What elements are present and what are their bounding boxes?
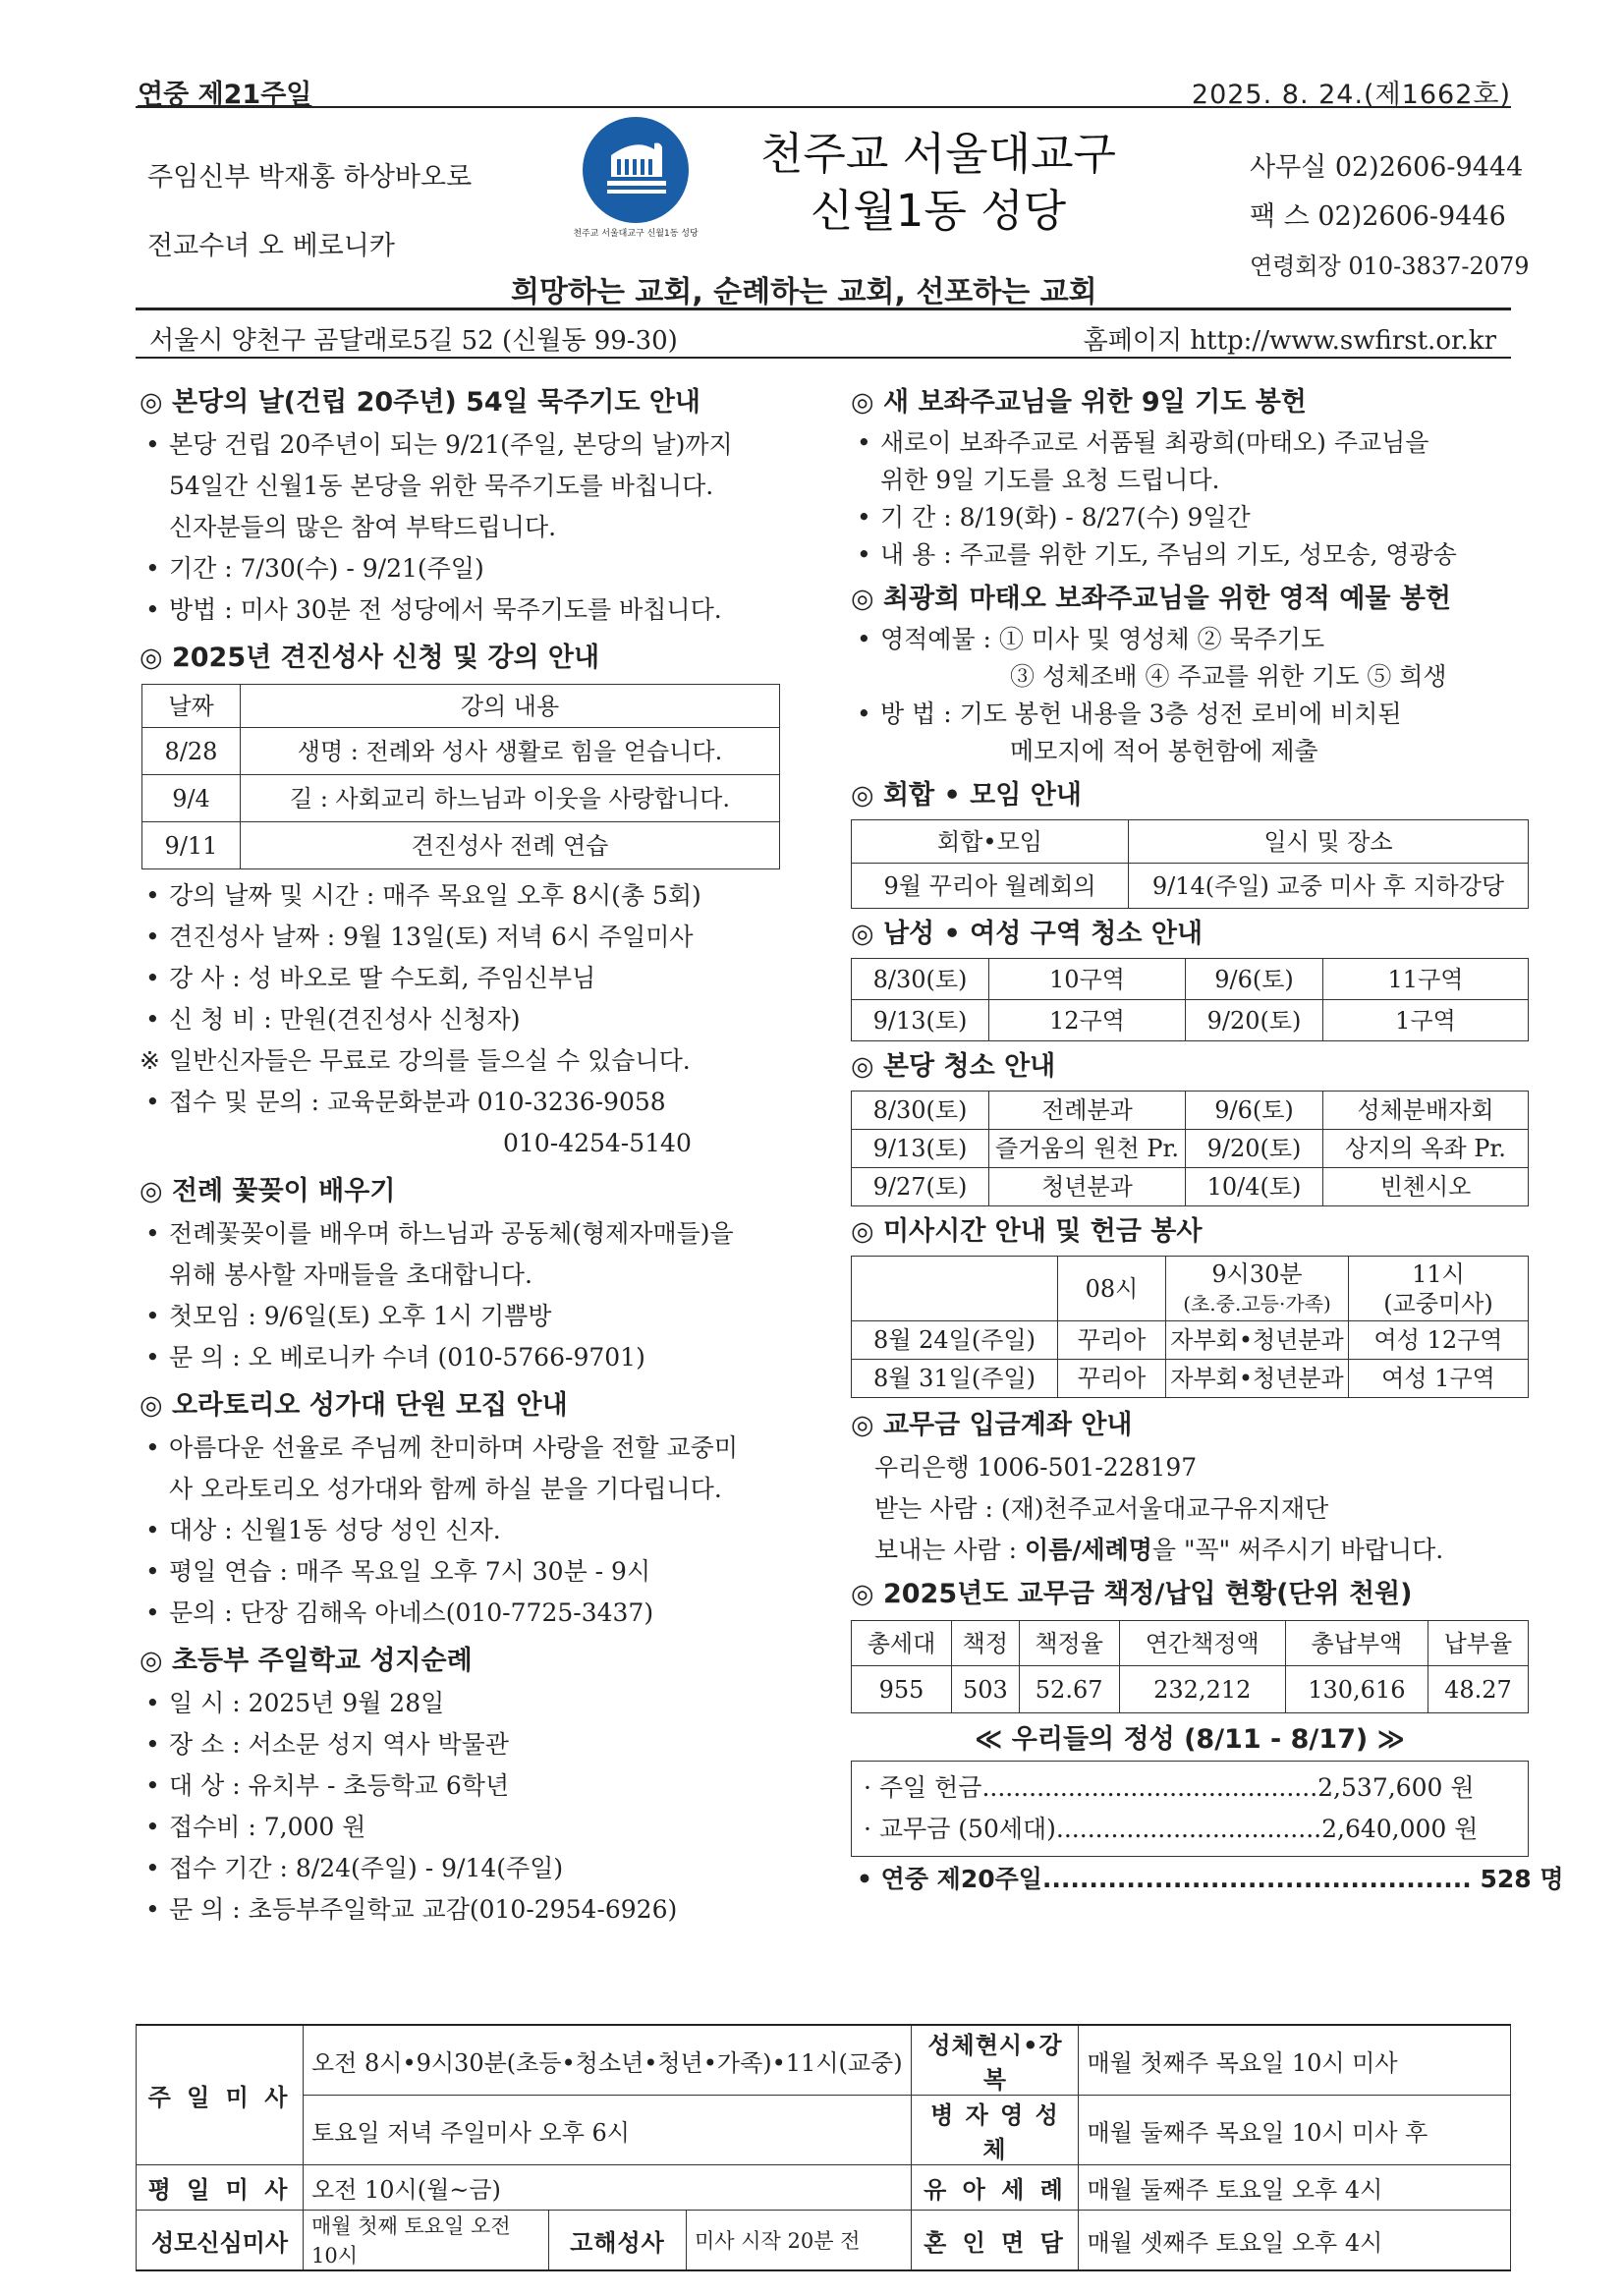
confession-time: 미사 시작 20분 전 (687, 2211, 912, 2271)
table-cell: 9/13(토) (852, 1130, 989, 1168)
table-cell: 성체분배자회 (1323, 1092, 1529, 1130)
note-item: ※ 일반신자들은 무료로 강의를 들으실 수 있습니다. (140, 1040, 788, 1082)
bullet-item: • 방 법 : 기도 봉헌 내용을 3층 성전 로비에 비치된 (851, 696, 1529, 733)
table-cell: 8월 31일(주일) (852, 1360, 1058, 1398)
table-cell: 955 (852, 1666, 952, 1713)
table-cell: 10/4(토) (1186, 1168, 1323, 1206)
table-cell: 생명 : 전례와 성사 생활로 힘을 얻습니다. (241, 728, 780, 775)
sunday-mass-times: 오전 8시•9시30분(초등•청소년•청년•가족)•11시(교중) (304, 2025, 912, 2096)
church-title (756, 126, 1120, 240)
bullet-item: • 대 상 : 유치부 - 초등학교 6학년 (140, 1765, 788, 1807)
nun-name: 전교수녀 오 베로니카 (147, 231, 395, 261)
sick-communion-time: 매월 둘째주 목요일 10시 미사 후 (1079, 2096, 1511, 2165)
marian-mass-label: 성모신심미사 (137, 2211, 304, 2271)
bullet-continuation: 사 오라토리오 성가대와 함께 하실 분을 기다립니다. (169, 1475, 722, 1503)
infant-baptism-time: 매월 둘째주 토요일 오후 4시 (1079, 2165, 1511, 2211)
table-cell: 9/20(토) (1186, 1130, 1323, 1168)
table-cell: 52.67 (1019, 1666, 1119, 1713)
section-title: ◎ 오라토리오 성가대 단원 모집 안내 (140, 1390, 568, 1421)
bullet-item: • 아름다운 선율로 주님께 찬미하며 사랑을 전할 교중미 (140, 1428, 788, 1469)
table-cell: 빈첸시오 (1323, 1168, 1529, 1206)
left-column (140, 381, 788, 1931)
bullet-item: • 문의 : 단장 김해옥 아네스(010-7725-3437) (140, 1593, 788, 1634)
bullet-item: • 평일 연습 : 매주 목요일 오후 7시 30분 - 9시 (140, 1551, 788, 1593)
sunday-offering: · 주일 헌금...........................................2,537,600 원 (864, 1773, 1475, 1802)
bullet-item: • 본당 건립 20주년이 되는 9/21(주일, 본당의 날)까지 (140, 424, 788, 466)
mass-schedule-table (136, 2024, 1511, 2271)
section-title: ◎ 2025년 견진성사 신청 및 강의 안내 (140, 643, 600, 673)
table-header: 책정 (952, 1621, 1020, 1666)
table-cell: 여성 1구역 (1349, 1360, 1529, 1398)
table-header: 납부율 (1428, 1621, 1528, 1666)
exposition-label: 성체현시•강복 (912, 2025, 1079, 2096)
bullet-item: • 내 용 : 주교를 위한 기도, 주님의 기도, 성모송, 영광송 (851, 536, 1529, 574)
header-rule (136, 308, 1511, 310)
homepage-link[interactable]: 홈페이지 http://www.swfirst.or.kr (1083, 326, 1496, 356)
fax-number: 팩 스 02)2606-9446 (1250, 201, 1506, 232)
table-header: 연간책정액 (1119, 1621, 1285, 1666)
section-title: ◎ 2025년도 교무금 책정/납입 현황(단위 천원) (851, 1579, 1413, 1609)
bullet-continuation: 010-4254-5140 (503, 1129, 692, 1157)
table-cell: 48.27 (1428, 1666, 1528, 1713)
church-title-line2: 신월1동 성당 (810, 185, 1067, 237)
section-title: ◎ 미사시간 안내 및 헌금 봉사 (851, 1216, 1203, 1247)
table-header (852, 1257, 1058, 1321)
logo-caption: 천주교 서울대교구 신월1동 성당 (573, 229, 699, 239)
table-cell: 8/28 (142, 728, 241, 775)
marriage-interview-time: 매월 셋째주 토요일 오후 4시 (1079, 2211, 1511, 2271)
table-cell: 꾸리아 (1058, 1321, 1166, 1360)
table-header: 강의 내용 (241, 685, 780, 728)
table-cell: 9/27(토) (852, 1168, 989, 1206)
table-cell: 8/30(토) (852, 959, 989, 1000)
table-cell: 1구역 (1323, 1000, 1529, 1041)
table-cell: 9/20(토) (1186, 1000, 1323, 1041)
table-cell: 9/6(토) (1186, 1092, 1323, 1130)
table-cell: 자부회•청년분과 (1166, 1360, 1349, 1398)
table-header: 총세대 (852, 1621, 952, 1666)
bullet-item: • 기간 : 7/30(수) - 9/21(주일) (140, 548, 788, 589)
table-header: 11시 (교중미사) (1349, 1257, 1529, 1321)
bullet-continuation: 54일간 신월1동 본당을 위한 묵주기도를 바칩니다. (169, 472, 714, 500)
section-title: ◎ 교무금 입금계좌 안내 (851, 1410, 1133, 1440)
bullet-item: • 첫모임 : 9/6일(토) 오후 1시 기쁨방 (140, 1296, 788, 1337)
table-header: 총납부액 (1285, 1621, 1428, 1666)
table-header: 일시 및 장소 (1129, 820, 1529, 864)
table-cell: 여성 12구역 (1349, 1321, 1529, 1360)
table-header: 책정율 (1019, 1621, 1119, 1666)
marriage-interview-label: 혼 인 면 담 (912, 2211, 1079, 2271)
confirmation-lecture-table (141, 684, 780, 869)
contact-block (1250, 143, 1530, 291)
pastor-name: 주임신부 박재홍 하상바오로 (147, 162, 473, 193)
offering-box (851, 1723, 1564, 1902)
bullet-continuation: 위한 9일 기도를 요청 드립니다. (880, 466, 1220, 494)
table-header: 회합•모임 (852, 820, 1129, 864)
bullet-item: • 접수 및 문의 : 교육문화분과 010-3236-9058 (140, 1082, 788, 1123)
section-title: ◎ 회합 • 모임 안내 (851, 780, 1082, 811)
bullet-continuation: 메모지에 적어 봉헌함에 제출 (1010, 737, 1318, 765)
bullet-item: • 새로이 보좌주교로 서품될 최광희(마태오) 주교님을 (851, 424, 1529, 462)
church-title-line1: 천주교 서울대교구 (759, 128, 1117, 180)
bullet-item: • 문 의 : 오 베로니카 수녀 (010-5766-9701) (140, 1337, 788, 1378)
bullet-item: • 기 간 : 8/19(화) - 8/27(수) 9일간 (851, 499, 1529, 536)
saturday-evening-mass: 토요일 저녁 주일미사 오후 6시 (304, 2096, 912, 2165)
bullet-item: • 영적예물 : ① 미사 및 영성체 ② 묵주기도 (851, 621, 1529, 658)
table-header: 08시 (1058, 1257, 1166, 1321)
section-title: ◎ 초등부 주일학교 성지순례 (140, 1646, 473, 1676)
sender-instruction: 보내는 사람 : 이름/세례명을 "꼭" 써주시기 바랍니다. (874, 1536, 1444, 1564)
weekday-mass-time: 오전 10시(월~금) (304, 2165, 912, 2211)
table-cell: 꾸리아 (1058, 1360, 1166, 1398)
section-title: ◎ 본당의 날(건립 20주년) 54일 묵주기도 안내 (140, 387, 701, 418)
infant-baptism-label: 유 아 세 례 (912, 2165, 1079, 2211)
bullet-item: • 전례꽃꽂이를 배우며 하느님과 공동체(형제자매들)을 (140, 1213, 788, 1255)
table-cell: 11구역 (1323, 959, 1529, 1000)
liturgical-season: 연중 제21주일 (138, 80, 312, 110)
bullet-item: • 강 사 : 성 바오로 딸 수도회, 주임신부님 (140, 958, 788, 999)
bullet-item: • 문 의 : 초등부주일학교 교감(010-2954-6926) (140, 1889, 788, 1931)
confession-label: 고해성사 (549, 2211, 687, 2271)
table-cell: 즐거움의 원천 Pr. (989, 1130, 1186, 1168)
bullet-item: • 접수비 : 7,000 원 (140, 1807, 788, 1848)
right-column (851, 381, 1564, 1902)
bullet-item: • 일 시 : 2025년 9월 28일 (140, 1683, 788, 1724)
table-cell: 상지의 옥좌 Pr. (1323, 1130, 1529, 1168)
church-logo-icon (573, 116, 699, 253)
bullet-continuation: 위해 봉사할 자매들을 초대합니다. (169, 1260, 532, 1289)
bullet-item: • 장 소 : 서소문 성지 역사 박물관 (140, 1724, 788, 1765)
table-cell: 9/4 (142, 775, 241, 822)
bullet-item: • 신 청 비 : 만원(견진성사 신청자) (140, 999, 788, 1040)
council-phone: 연령회장 010-3837-2079 (1250, 252, 1530, 280)
table-cell: 9/11 (142, 822, 241, 869)
section-title: ◎ 새 보좌주교님을 위한 9일 기도 봉헌 (851, 387, 1307, 418)
table-cell: 청년분과 (989, 1168, 1186, 1206)
table-cell: 232,212 (1119, 1666, 1285, 1713)
table-cell: 8월 24일(주일) (852, 1321, 1058, 1360)
table-cell: 503 (952, 1666, 1020, 1713)
bullet-item: • 방법 : 미사 30분 전 성당에서 묵주기도를 바칩니다. (140, 589, 788, 631)
table-cell: 9월 꾸리아 월례회의 (852, 864, 1129, 909)
table-cell: 자부회•청년분과 (1166, 1321, 1349, 1360)
offering-title: ≪ 우리들의 정성 (8/11 - 8/17) ≫ (975, 1724, 1405, 1755)
meeting-table (851, 819, 1529, 909)
table-cell: 130,616 (1285, 1666, 1428, 1713)
sick-communion-label: 병 자 영 성 체 (912, 2096, 1079, 2165)
bullet-continuation: ③ 성체조배 ④ 주교를 위한 기도 ⑤ 희생 (1010, 662, 1447, 691)
marian-mass-time: 매월 첫째 토요일 오전 10시 (304, 2211, 549, 2271)
table-cell: 길 : 사회교리 하느님과 이웃을 사랑합니다. (241, 775, 780, 822)
parish-cleaning-table (851, 1091, 1529, 1206)
bullet-item: • 견진성사 날짜 : 9월 13일(토) 저녁 6시 주일미사 (140, 917, 788, 958)
table-cell: 10구역 (989, 959, 1186, 1000)
table-cell: 전례분과 (989, 1092, 1186, 1130)
exposition-time: 매월 첫째주 목요일 10시 미사 (1079, 2025, 1511, 2096)
weekday-mass-label: 평 일 미 사 (137, 2165, 304, 2211)
tithe-offering: · 교무금 (50세대)..................................2,640,000 원 (864, 1815, 1479, 1843)
church-motto: 희망하는 교회, 순례하는 교회, 선포하는 교회 (511, 275, 1097, 309)
bank-recipient: 받는 사람 : (재)천주교서울대교구유지재단 (874, 1494, 1329, 1523)
table-cell: 9/14(주일) 교중 미사 후 지하강당 (1129, 864, 1529, 909)
bank-account: 우리은행 1006-501-228197 (874, 1453, 1198, 1482)
section-title: ◎ 남성 • 여성 구역 청소 안내 (851, 919, 1204, 949)
table-cell: 8/30(토) (852, 1092, 989, 1130)
table-cell: 9/13(토) (852, 1000, 989, 1041)
table-header: 날짜 (142, 685, 241, 728)
table-cell: 견진성사 전례 연습 (241, 822, 780, 869)
sunday-mass-label: 주 일 미 사 (137, 2025, 304, 2165)
table-header: 9시30분 (초.중.고등·가족) (1166, 1257, 1349, 1321)
tithe-status-table (851, 1620, 1529, 1713)
bullet-continuation: 신자분들의 많은 참여 부탁드립니다. (169, 513, 557, 541)
attendance-count: • 연중 제20주일.............................................. 528 명 (857, 1865, 1564, 1893)
bullet-item: • 접수 기간 : 8/24(주일) - 9/14(주일) (140, 1848, 788, 1889)
church-address: 서울시 양천구 곰달래로5길 52 (신월동 99-30) (149, 326, 678, 356)
bullet-item: • 강의 날짜 및 시간 : 매주 목요일 오후 8시(총 5회) (140, 875, 788, 917)
mass-offering-table (851, 1256, 1529, 1398)
office-phone: 사무실 02)2606-9444 (1250, 152, 1524, 183)
issue-date: 2025. 8. 24.(제1662호) (1191, 80, 1511, 110)
table-cell: 9/6(토) (1186, 959, 1323, 1000)
bullet-item: • 대상 : 신월1동 성당 성인 신자. (140, 1510, 788, 1551)
section-title: ◎ 최광희 마태오 보좌주교님을 위한 영적 예물 봉헌 (851, 584, 1451, 614)
table-cell: 12구역 (989, 1000, 1186, 1041)
section-title: ◎ 전례 꽃꽂이 배우기 (140, 1176, 396, 1206)
address-rule (136, 357, 1511, 359)
section-title: ◎ 본당 청소 안내 (851, 1051, 1056, 1082)
district-cleaning-table (851, 958, 1529, 1041)
